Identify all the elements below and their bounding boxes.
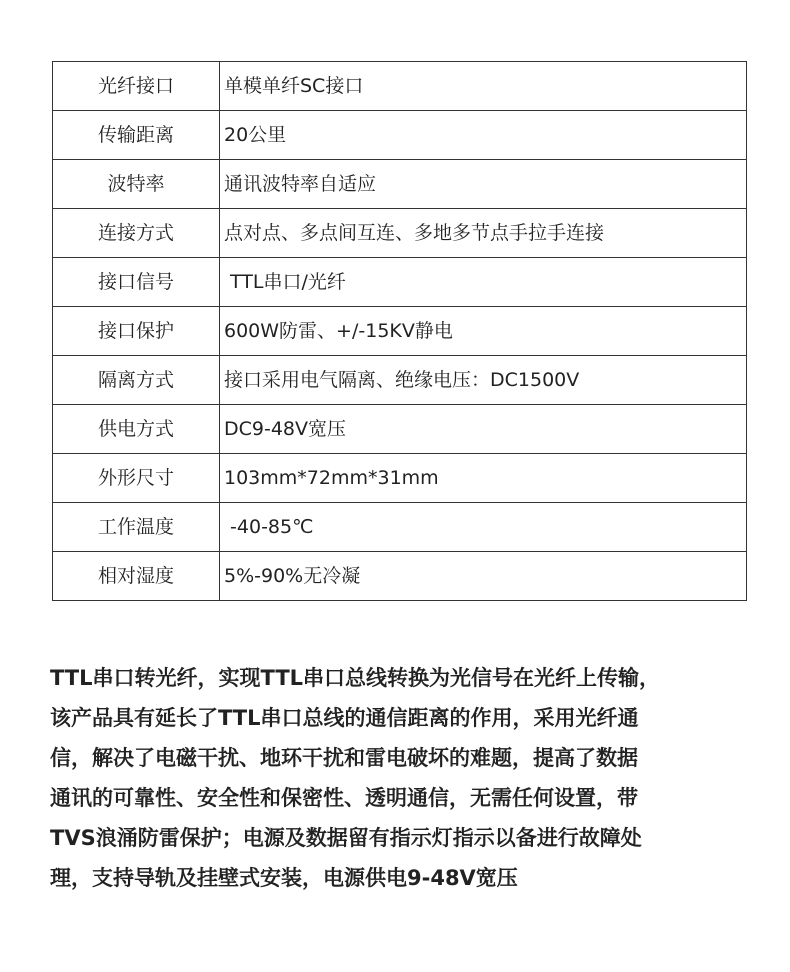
spec-value: 5%-90%无冷凝: [220, 552, 747, 601]
table-row: [53, 503, 747, 552]
spec-value: 20公里: [220, 111, 747, 160]
spec-value: 通讯波特率自适应: [220, 160, 747, 209]
spec-label: 接口保护: [53, 307, 220, 356]
description-line: 信，解决了电磁干扰、地环干扰和雷电破坏的难题，提高了数据: [50, 746, 638, 770]
spec-value: 接口采用电气隔离、绝缘电压：DC1500V: [220, 356, 747, 405]
spec-value: 单模单纤SC接口: [220, 62, 747, 111]
spec-value: TTL串口/光纤: [220, 258, 747, 307]
table-row: [53, 209, 747, 258]
spec-label: 外形尺寸: [53, 454, 220, 503]
spec-value: 103mm*72mm*31mm: [220, 454, 747, 503]
spec-value: -40-85℃: [220, 503, 747, 552]
table-row: [53, 111, 747, 160]
spec-label: 接口信号: [53, 258, 220, 307]
table-row: [53, 405, 747, 454]
spec-value: 点对点、多点间互连、多地多节点手拉手连接: [220, 209, 747, 258]
table-row: [53, 160, 747, 209]
spec-table: [52, 61, 747, 601]
spec-label: 相对湿度: [53, 552, 220, 601]
spec-label: 隔离方式: [53, 356, 220, 405]
product-description: [50, 658, 740, 898]
spec-value: DC9-48V宽压: [220, 405, 747, 454]
spec-label: 供电方式: [53, 405, 220, 454]
table-row: [53, 552, 747, 601]
table-row: [53, 62, 747, 111]
spec-label: 工作温度: [53, 503, 220, 552]
table-row: [53, 356, 747, 405]
table-row: [53, 258, 747, 307]
spec-label: 波特率: [53, 160, 220, 209]
description-line: 理，支持导轨及挂壁式安装，电源供电9-48V宽压: [50, 866, 518, 890]
description-line: TTL串口转光纤，实现TTL串口总线转换为光信号在光纤上传输，: [50, 666, 661, 690]
spec-label: 传输距离: [53, 111, 220, 160]
description-line: TVS浪涌防雷保护；电源及数据留有指示灯指示以备进行故障处: [50, 826, 642, 850]
table-row: [53, 454, 747, 503]
table-row: [53, 307, 747, 356]
description-line: 通讯的可靠性、安全性和保密性、透明通信，无需任何设置，带: [50, 786, 638, 810]
spec-value: 600W防雷、+/-15KV静电: [220, 307, 747, 356]
description-line: 该产品具有延长了TTL串口总线的通信距离的作用，采用光纤通: [50, 706, 639, 730]
spec-label: 连接方式: [53, 209, 220, 258]
spec-label: 光纤接口: [53, 62, 220, 111]
